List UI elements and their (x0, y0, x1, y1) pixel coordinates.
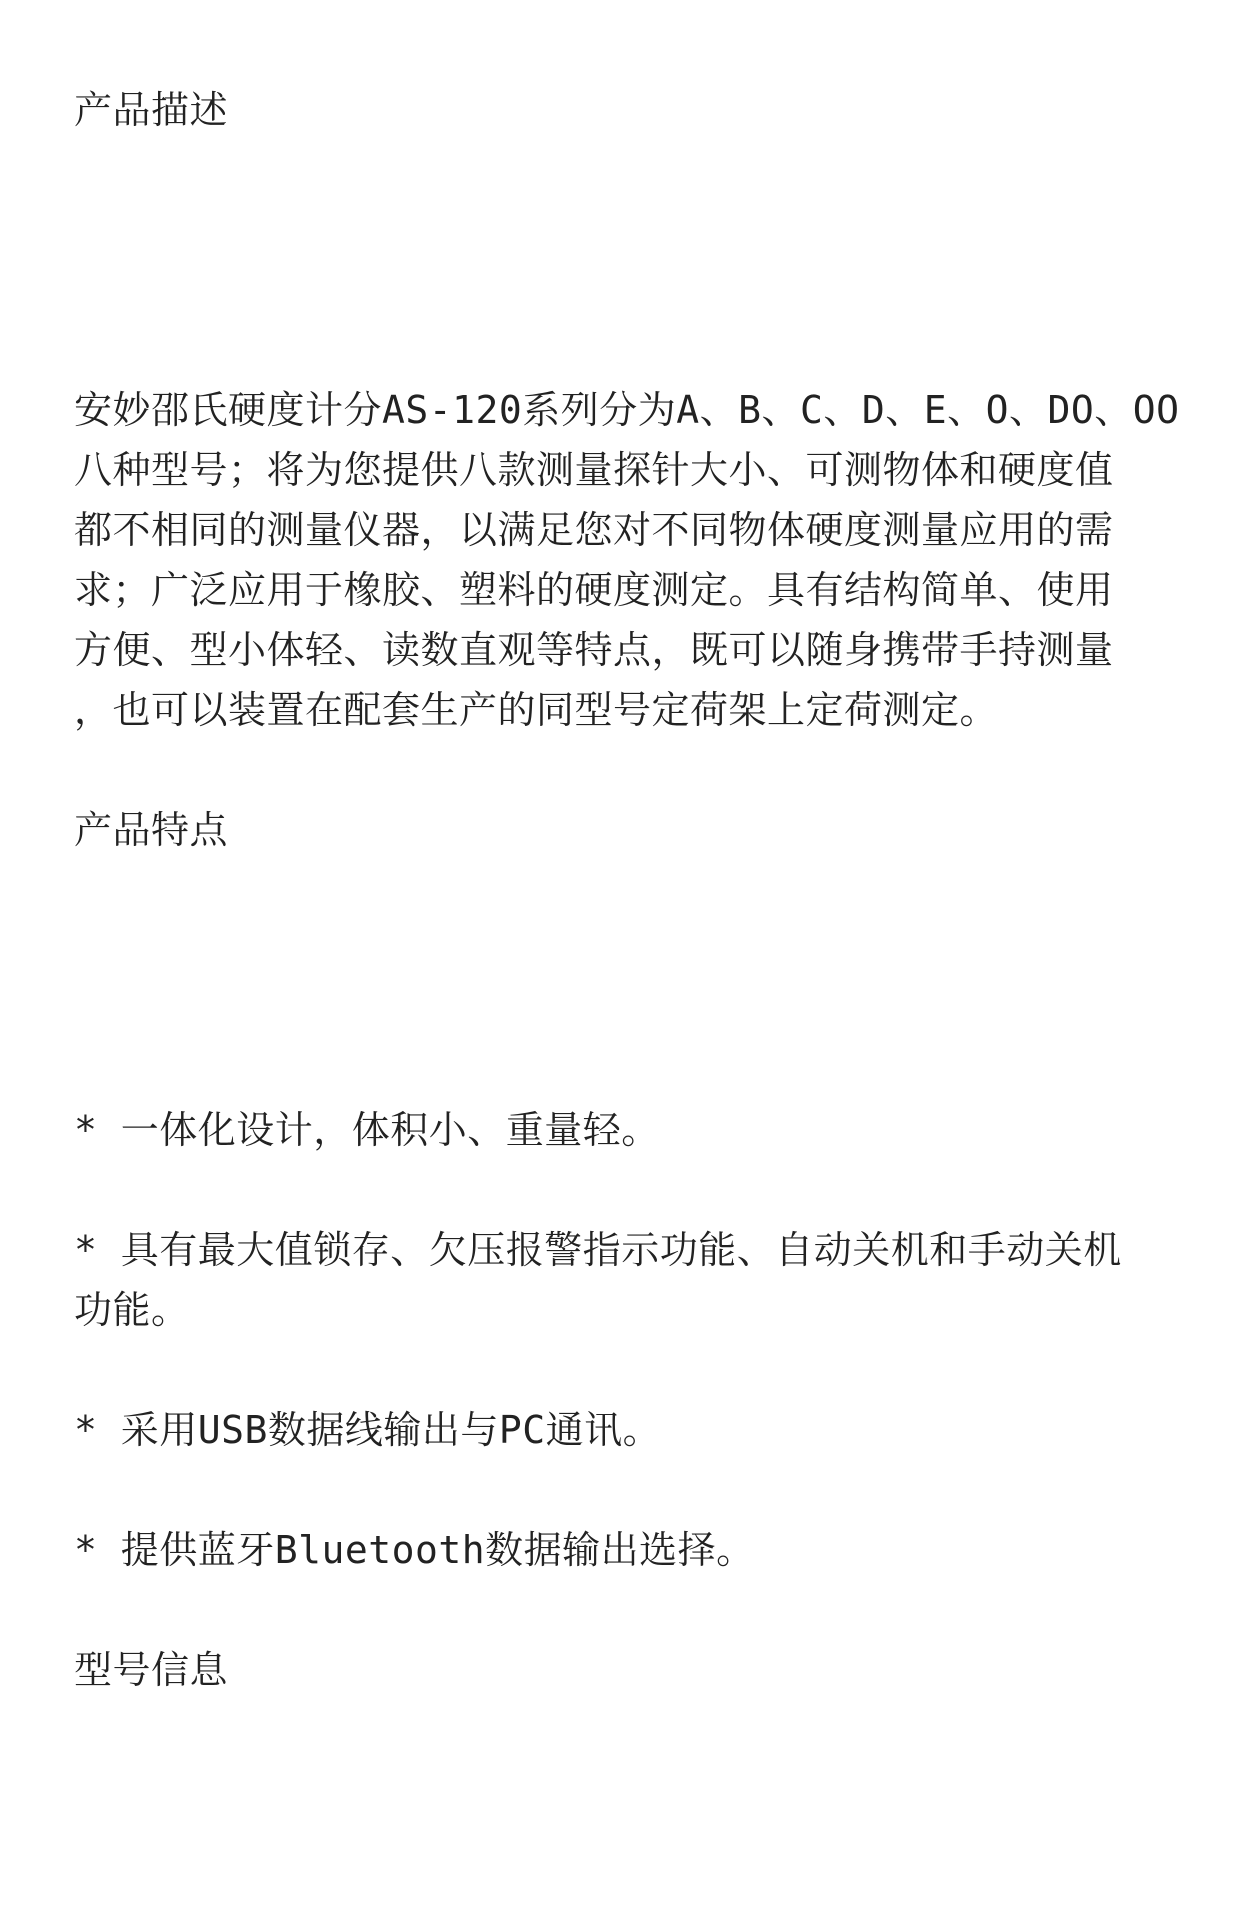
description-line: 求；广泛应用于橡胶、塑料的硬度测定。具有结构简单、使用 (74, 568, 1114, 612)
description-line: 八种型号；将为您提供八款测量探针大小、可测物体和硬度值 (74, 448, 1114, 492)
description-line: ，也可以装置在配套生产的同型号定荷架上定荷测定。 (74, 688, 999, 732)
heading-text: 产品特点 (74, 808, 229, 852)
description-line: 都不相同的测量仪器，以满足您对不同物体硬度测量应用的需 (74, 508, 1114, 552)
feature-item (74, 1220, 1166, 1340)
section-heading-features (74, 800, 1166, 860)
feature-line: * 一体化设计，体积小、重量轻。 (74, 1108, 660, 1152)
feature-item (74, 1400, 1166, 1460)
heading-text: 型号信息 (74, 1648, 229, 1692)
feature-line: * 具有最大值锁存、欠压报警指示功能、自动关机和手动关机 (74, 1228, 1122, 1272)
section-heading-description (74, 80, 1166, 140)
feature-line: * 提供蓝牙Bluetooth数据输出选择。 (74, 1528, 755, 1572)
description-line: 安妙邵氏硬度计分AS-120系列分为A、B、C、D、E、O、DO、OO (74, 388, 1180, 432)
feature-item (74, 1520, 1166, 1580)
feature-line: 功能。 (74, 1288, 190, 1332)
feature-item (74, 1100, 1166, 1160)
description-line: 方便、型小体轻、读数直观等特点，既可以随身携带手持测量 (74, 628, 1114, 672)
description-paragraph (74, 380, 1180, 740)
heading-text: 产品描述 (74, 88, 229, 132)
feature-line: * 采用USB数据线输出与PC通讯。 (74, 1408, 662, 1452)
section-heading-models (74, 1640, 1166, 1700)
